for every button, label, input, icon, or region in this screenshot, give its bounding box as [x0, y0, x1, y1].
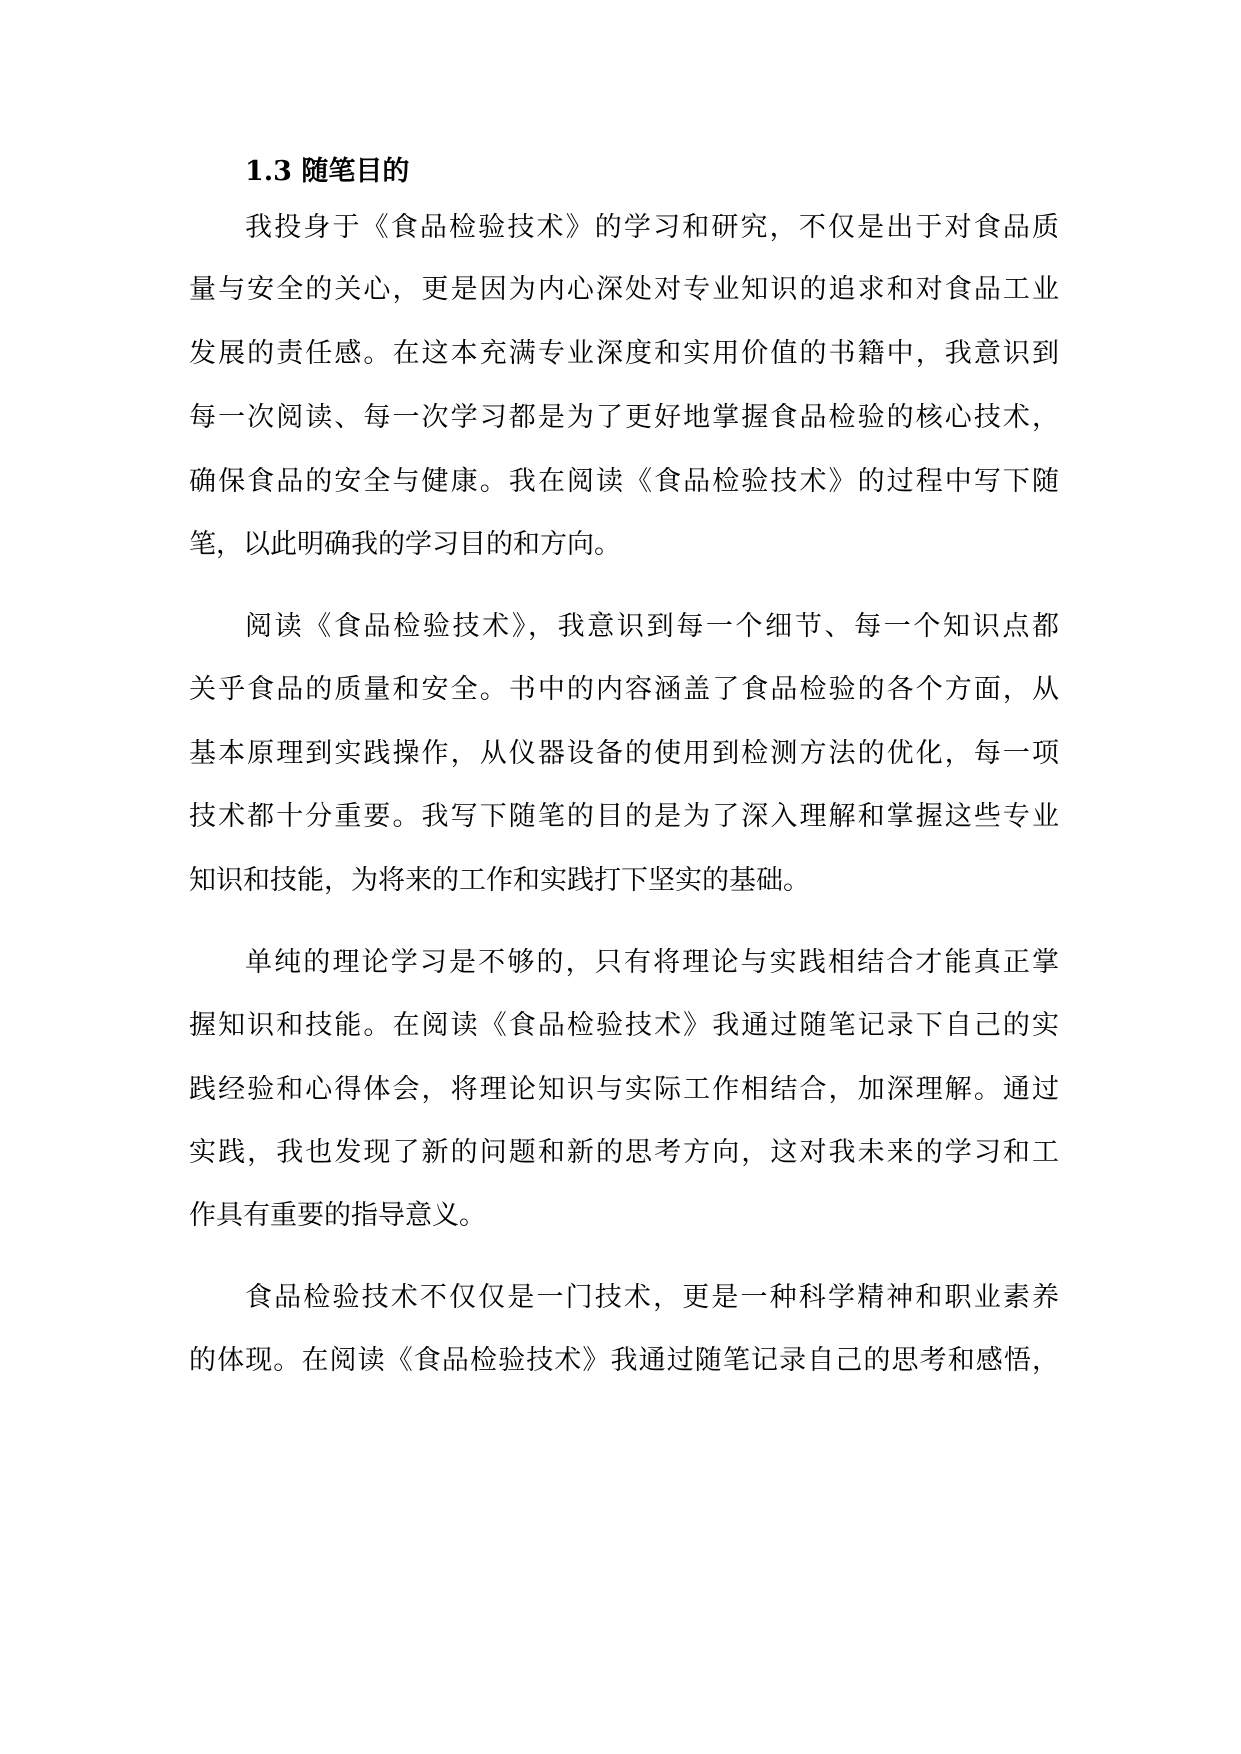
paragraph-2-line-3: 基本原理到实践操作，从仪器设备的使用到检测方法的优化，每一项	[189, 738, 1059, 769]
section-heading: 1.3 随笔目的	[245, 156, 410, 187]
paragraph-2-line-5: 知识和技能，为将来的工作和实践打下坚实的基础。	[189, 865, 810, 896]
paragraph-3-line-5: 作具有重要的指导意义。	[189, 1200, 486, 1231]
paragraph-2-line-2: 关乎食品的质量和安全。书中的内容涵盖了食品检验的各个方面，从	[189, 674, 1059, 705]
paragraph-3-line-3: 践经验和心得体会，将理论知识与实际工作相结合，加深理解。通过	[189, 1074, 1059, 1105]
paragraph-4-line-1: 食品检验技术不仅仅是一门技术，更是一种科学精神和职业素养	[245, 1282, 1059, 1313]
paragraph-1-line-6: 笔，以此明确我的学习目的和方向。	[189, 529, 621, 560]
paragraph-1-line-1: 我投身于《食品检验技术》的学习和研究，不仅是出于对食品质	[245, 212, 1059, 243]
paragraph-1-line-2: 量与安全的关心，更是因为内心深处对专业知识的追求和对食品工业	[189, 274, 1059, 305]
paragraph-3-line-4: 实践，我也发现了新的问题和新的思考方向，这对我未来的学习和工	[189, 1137, 1059, 1168]
paragraph-1-line-3: 发展的责任感。在这本充满专业深度和实用价值的书籍中，我意识到	[189, 338, 1059, 369]
paragraph-1-line-5: 确保食品的安全与健康。我在阅读《食品检验技术》的过程中写下随	[189, 466, 1059, 497]
paragraph-2-line-1: 阅读《食品检验技术》，我意识到每一个细节、每一个知识点都	[245, 611, 1059, 642]
paragraph-1-line-4: 每一次阅读、每一次学习都是为了更好地掌握食品检验的核心技术，	[189, 402, 1059, 433]
paragraph-3-line-2: 握知识和技能。在阅读《食品检验技术》我通过随笔记录下自己的实	[189, 1010, 1059, 1041]
paragraph-4-line-2: 的体现。在阅读《食品检验技术》我通过随笔记录自己的思考和感悟，	[189, 1345, 1059, 1376]
paragraph-2-line-4: 技术都十分重要。我写下随笔的目的是为了深入理解和掌握这些专业	[189, 801, 1059, 832]
paragraph-3-line-1: 单纯的理论学习是不够的，只有将理论与实践相结合才能真正掌	[245, 947, 1059, 978]
